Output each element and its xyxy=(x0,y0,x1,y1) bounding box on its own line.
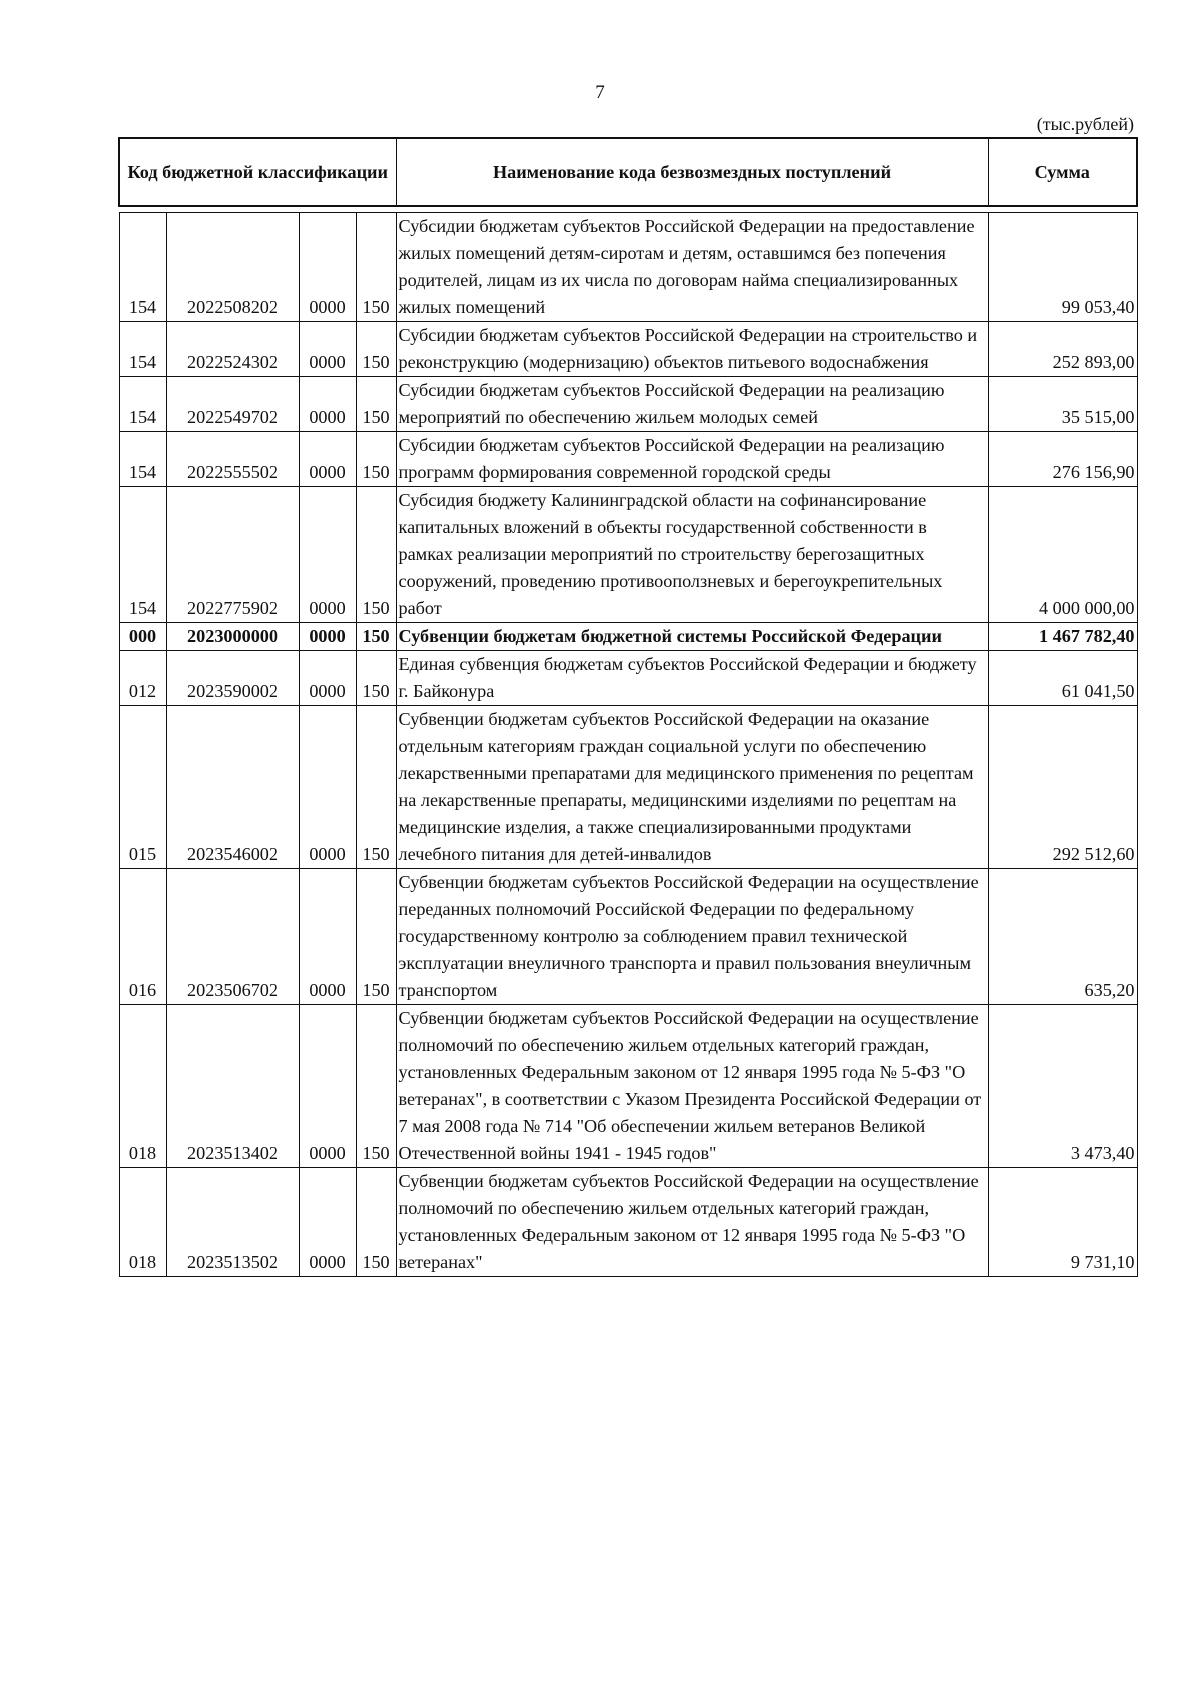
subtype-code-cell: 0000 xyxy=(299,322,356,377)
subtype-code-cell: 0000 xyxy=(299,1168,356,1277)
sum-cell: 292 512,60 xyxy=(988,706,1137,869)
kind-code-cell: 150 xyxy=(356,213,396,322)
table-row xyxy=(119,432,1137,487)
sum-cell: 3 473,40 xyxy=(988,1005,1137,1168)
table-row xyxy=(119,651,1137,706)
admin-code-cell: 012 xyxy=(119,651,166,706)
admin-code-cell: 154 xyxy=(119,487,166,623)
column-header-sum: Сумма xyxy=(988,138,1137,206)
units-label: (тыс.рублей) xyxy=(1036,114,1134,134)
income-code-cell: 2022555502 xyxy=(166,432,299,487)
table-row xyxy=(119,1168,1137,1277)
subtype-code-cell: 0000 xyxy=(299,651,356,706)
sum-cell: 99 053,40 xyxy=(988,213,1137,322)
name-cell: Субсидии бюджетам субъектов Российской Федерации на строительство и реконструкцию (модернизацию) объектов питьевого водоснабжения xyxy=(396,322,988,377)
kind-code-cell: 150 xyxy=(356,869,396,1005)
table-header-row xyxy=(119,138,1137,206)
table-row xyxy=(119,487,1137,623)
table-row xyxy=(119,869,1137,1005)
income-code-cell: 2022508202 xyxy=(166,213,299,322)
sum-cell: 35 515,00 xyxy=(988,377,1137,432)
subtype-code-cell: 0000 xyxy=(299,706,356,869)
income-code-cell: 2023506702 xyxy=(166,869,299,1005)
sum-cell: 635,20 xyxy=(988,869,1137,1005)
name-cell: Субсидии бюджетам субъектов Российской Федерации на предоставление жилых помещений детям-сиротам и детям, оставшимся без попечения родителей, лицам из их числа по договорам найма специализированных жилых помещений xyxy=(396,213,988,322)
kind-code-cell: 150 xyxy=(356,487,396,623)
income-code-cell: 2023513402 xyxy=(166,1005,299,1168)
kind-code-cell: 150 xyxy=(356,1168,396,1277)
sum-cell: 1 467 782,40 xyxy=(988,623,1137,651)
income-code-cell: 2022775902 xyxy=(166,487,299,623)
subtype-code-cell: 0000 xyxy=(299,432,356,487)
table-row xyxy=(119,706,1137,869)
sum-cell: 276 156,90 xyxy=(988,432,1137,487)
subtype-code-cell: 0000 xyxy=(299,377,356,432)
income-code-cell: 2022549702 xyxy=(166,377,299,432)
subtype-code-cell: 0000 xyxy=(299,213,356,322)
income-code-cell: 2023513502 xyxy=(166,1168,299,1277)
kind-code-cell: 150 xyxy=(356,322,396,377)
admin-code-cell: 018 xyxy=(119,1168,166,1277)
admin-code-cell: 154 xyxy=(119,322,166,377)
name-cell: Субвенции бюджетам субъектов Российской Федерации на осуществление полномочий по обеспечению жильем отдельных категорий граждан, установленных Федеральным законом от 12 января 1995 года № 5-ФЗ "О ветеранах", в соответствии с Указом Президента Российской Федерации от 7 мая 2008 года № 714 "Об обеспечении жильем ветеранов Великой Отечественной войны 1941 - 1945 годов" xyxy=(396,1005,988,1168)
kind-code-cell: 150 xyxy=(356,706,396,869)
name-cell: Субвенции бюджетам субъектов Российской Федерации на оказание отдельным категориям граждан социальной услуги по обеспечению лекарственными препаратами для медицинского применения по рецептам на лекарственные препараты, медицинскими изделиями по рецептам на медицинские изделия, а также специализированными продуктами лечебного питания для детей-инвалидов xyxy=(396,706,988,869)
admin-code-cell: 016 xyxy=(119,869,166,1005)
kind-code-cell: 150 xyxy=(356,651,396,706)
subtype-code-cell: 0000 xyxy=(299,623,356,651)
subtype-code-cell: 0000 xyxy=(299,1005,356,1168)
table-row xyxy=(119,1005,1137,1168)
column-header-code: Код бюджетной классификации xyxy=(119,138,396,206)
income-code-cell: 2023000000 xyxy=(166,623,299,651)
name-cell: Единая субвенция бюджетам субъектов Российской Федерации и бюджету г. Байконура xyxy=(396,651,988,706)
subtype-code-cell: 0000 xyxy=(299,869,356,1005)
sum-cell: 9 731,10 xyxy=(988,1168,1137,1277)
sum-cell: 61 041,50 xyxy=(988,651,1137,706)
column-header-name: Наименование кода безвозмездных поступлений xyxy=(396,138,988,206)
income-code-cell: 2023590002 xyxy=(166,651,299,706)
table-row xyxy=(119,623,1137,651)
admin-code-cell: 154 xyxy=(119,432,166,487)
kind-code-cell: 150 xyxy=(356,623,396,651)
table-row xyxy=(119,213,1137,322)
name-cell: Субсидии бюджетам субъектов Российской Федерации на реализацию мероприятий по обеспечению жильем молодых семей xyxy=(396,377,988,432)
admin-code-cell: 000 xyxy=(119,623,166,651)
kind-code-cell: 150 xyxy=(356,377,396,432)
income-code-cell: 2023546002 xyxy=(166,706,299,869)
kind-code-cell: 150 xyxy=(356,1005,396,1168)
admin-code-cell: 154 xyxy=(119,377,166,432)
name-cell: Субвенции бюджетам субъектов Российской Федерации на осуществление полномочий по обеспечению жильем отдельных категорий граждан, установленных Федеральным законом от 12 января 1995 года № 5-ФЗ "О ветеранах" xyxy=(396,1168,988,1277)
admin-code-cell: 015 xyxy=(119,706,166,869)
income-code-cell: 2022524302 xyxy=(166,322,299,377)
table-body xyxy=(119,206,1137,1277)
sum-cell: 252 893,00 xyxy=(988,322,1137,377)
name-cell: Субсидия бюджету Калининградской области на софинансирование капитальных вложений в объекты государственной собственности в рамках реализации мероприятий по строительству берегозащитных сооружений, проведению противооползневых и берегоукрепительных работ xyxy=(396,487,988,623)
table-row xyxy=(119,377,1137,432)
admin-code-cell: 154 xyxy=(119,213,166,322)
admin-code-cell: 018 xyxy=(119,1005,166,1168)
name-cell: Субсидии бюджетам субъектов Российской Федерации на реализацию программ формирования современной городской среды xyxy=(396,432,988,487)
page-number: 7 xyxy=(595,82,605,103)
table-row xyxy=(119,322,1137,377)
subtype-code-cell: 0000 xyxy=(299,487,356,623)
sum-cell: 4 000 000,00 xyxy=(988,487,1137,623)
kind-code-cell: 150 xyxy=(356,432,396,487)
budget-table xyxy=(118,137,1138,1277)
name-cell: Субвенции бюджетам бюджетной системы Российской Федерации xyxy=(396,623,988,651)
name-cell: Субвенции бюджетам субъектов Российской Федерации на осуществление переданных полномочий Российской Федерации по федеральному государственному контролю за соблюдением правил технической эксплуатации внеуличного транспорта и правил пользования внеуличным транспортом xyxy=(396,869,988,1005)
